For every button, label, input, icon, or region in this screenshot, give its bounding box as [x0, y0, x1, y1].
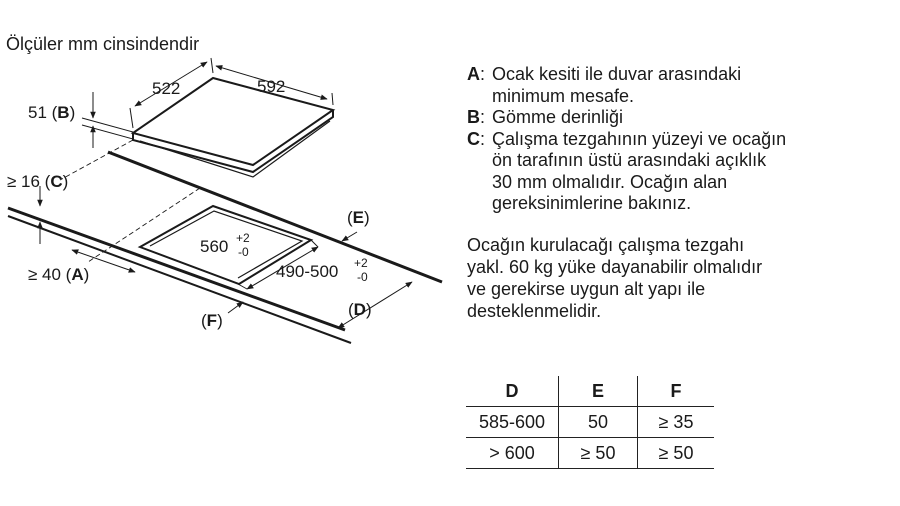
- load-line: Ocağın kurulacağı çalışma tezgahı: [467, 235, 745, 255]
- legend-notes: [467, 64, 887, 215]
- load-line: desteklenmelidir.: [467, 301, 602, 321]
- cutout-width-tol-plus: +2: [236, 231, 250, 245]
- gap-label: ≥ 16 (C): [7, 172, 69, 191]
- hob-width-value: 592: [257, 77, 286, 96]
- table-row: [466, 438, 714, 469]
- f-leader: [228, 302, 243, 313]
- note-key: A: [467, 64, 480, 84]
- cutout-depth-tol-plus: +2: [354, 256, 368, 270]
- table-row: [466, 407, 714, 438]
- table-cell: 50: [559, 407, 638, 438]
- table-cell: > 600: [466, 438, 559, 469]
- d-label: (D): [348, 300, 372, 319]
- load-note: [467, 234, 887, 322]
- table-header-row: [466, 376, 714, 407]
- table-cell: 585-600: [466, 407, 559, 438]
- e-leader: [342, 232, 357, 241]
- note-line: gereksinimlerine bakınız.: [492, 193, 692, 213]
- note-b: B : Gömme derinliği: [467, 107, 887, 129]
- header-e: E: [559, 376, 638, 407]
- thickness-label: 51 (B): [28, 103, 76, 122]
- note-line: ön tarafının üstü arasındaki açıklık: [492, 150, 767, 170]
- note-key: C: [467, 128, 480, 149]
- title: Ölçüler mm cinsindendir: [6, 34, 200, 54]
- e-label: (E): [347, 208, 370, 227]
- note-line: 30 mm olmalıdır. Ocağın alan: [492, 171, 728, 192]
- wall-clearance-label: ≥ 40 (A): [28, 265, 90, 284]
- note-c: C : Çalışma tezgahının yüzeyi ve ocağın ön tarafının üstü arasındaki açıklık 30 mm olmalıdır. Ocağın alan gereksinimlerine bakınız.: [467, 129, 887, 215]
- note-line: minimum mesafe.: [492, 85, 635, 106]
- load-line: ve gerekirse uygun alt yapı ile: [467, 279, 706, 299]
- cutout-depth-tol-minus: -0: [357, 270, 368, 284]
- cutout-depth-label: 490-500: [276, 262, 339, 281]
- table-cell: ≥ 50: [638, 438, 715, 469]
- load-line: yakl. 60 kg yüke dayanabilir olmalıdır: [467, 257, 763, 277]
- note-line: Çalışma tezgahının yüzeyi ve ocağın: [492, 128, 787, 149]
- f-label: (F): [201, 311, 223, 330]
- dimension-table: [466, 376, 714, 469]
- table-cell: ≥ 50: [559, 438, 638, 469]
- note-key: B: [467, 107, 480, 127]
- header-d: D: [466, 376, 559, 407]
- note-line: Gömme derinliği: [492, 107, 624, 127]
- note-a: A : Ocak kesiti ile duvar arasındaki minimum mesafe.: [467, 64, 887, 107]
- cutout-width-tol-minus: -0: [238, 245, 249, 259]
- table-cell: ≥ 35: [638, 407, 715, 438]
- cutout-width-label: 560: [200, 237, 229, 256]
- note-line: Ocak kesiti ile duvar arasındaki: [492, 64, 742, 84]
- header-f: F: [638, 376, 715, 407]
- hob-depth-value: 522: [152, 79, 181, 98]
